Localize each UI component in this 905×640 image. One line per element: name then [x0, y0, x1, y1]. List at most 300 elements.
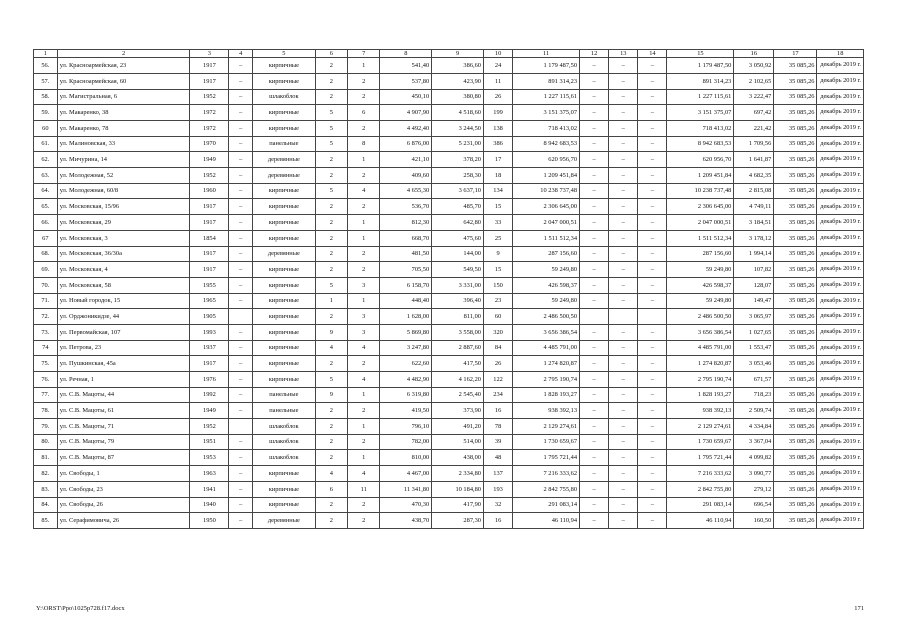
table-cell: ул. С.В. Мацоты, 71: [57, 419, 190, 435]
table-cell: 1950: [190, 513, 229, 529]
table-cell: панельные: [253, 403, 316, 419]
table-cell: 8 942 683,53: [667, 136, 734, 152]
table-cell: декабрь 2019 г.: [817, 168, 864, 184]
table-row: [34, 199, 864, 215]
table-cell: ул. Свободы, 1: [57, 466, 190, 482]
table-cell: –: [609, 324, 638, 340]
table-cell: 2: [315, 450, 347, 466]
table-cell: 2 795 190,74: [513, 372, 580, 388]
table-cell: –: [580, 481, 609, 497]
table-cell: [229, 309, 253, 325]
table-cell: 3 656 386,54: [513, 324, 580, 340]
table-cell: 221,42: [734, 121, 774, 137]
table-cell: 35 085,26: [774, 481, 817, 497]
table-cell: 82.: [34, 466, 58, 482]
table-cell: –: [580, 89, 609, 105]
table-cell: декабрь 2019 г.: [817, 199, 864, 215]
table-row: [34, 356, 864, 372]
table-cell: 2 815,08: [734, 183, 774, 199]
table-cell: 514,00: [432, 434, 484, 450]
table-cell: –: [580, 277, 609, 293]
table-cell: 5: [315, 136, 347, 152]
table-cell: –: [580, 497, 609, 513]
table-cell: –: [580, 324, 609, 340]
table-cell: 60: [484, 309, 513, 325]
table-cell: –: [638, 262, 667, 278]
table-cell: –: [609, 513, 638, 529]
column-header-3: 3: [190, 50, 229, 58]
table-cell: 426 598,37: [667, 277, 734, 293]
table-cell: 5: [315, 277, 347, 293]
table-cell: 4 334,84: [734, 419, 774, 435]
table-cell: 1 027,65: [734, 324, 774, 340]
table-cell: 1952: [190, 419, 229, 435]
table-cell: 1992: [190, 387, 229, 403]
table-row: [34, 168, 864, 184]
table-cell: декабрь 2019 г.: [817, 513, 864, 529]
table-cell: 1 730 659,67: [513, 434, 580, 450]
table-cell: –: [638, 215, 667, 231]
table-row: [34, 340, 864, 356]
table-cell: –: [638, 340, 667, 356]
table-cell: –: [229, 372, 253, 388]
table-cell: –: [580, 434, 609, 450]
table-cell: 5: [315, 183, 347, 199]
table-cell: 35 085,26: [774, 466, 817, 482]
table-cell: –: [580, 356, 609, 372]
table-row: [34, 262, 864, 278]
table-cell: –: [229, 497, 253, 513]
table-cell: –: [638, 89, 667, 105]
table-cell: –: [638, 136, 667, 152]
table-cell: 1 709,56: [734, 136, 774, 152]
table-row: [34, 513, 864, 529]
table-cell: –: [229, 58, 253, 74]
table-cell: кирпичные: [253, 183, 316, 199]
table-cell: 5 231,00: [432, 136, 484, 152]
table-cell: 620 956,70: [667, 152, 734, 168]
table-cell: 1952: [190, 168, 229, 184]
table-cell: 1: [348, 419, 380, 435]
table-cell: 1937: [190, 340, 229, 356]
table-cell: 287 156,60: [513, 246, 580, 262]
table-cell: –: [638, 403, 667, 419]
table-cell: деревянные: [253, 168, 316, 184]
table-cell: 35 085,26: [774, 215, 817, 231]
table-cell: 2: [315, 199, 347, 215]
table-cell: декабрь 2019 г.: [817, 89, 864, 105]
table-cell: кирпичные: [253, 58, 316, 74]
table-cell: –: [229, 387, 253, 403]
table-cell: 63.: [34, 168, 58, 184]
table-cell: 7 216 333,62: [513, 466, 580, 482]
table-cell: 320: [484, 324, 513, 340]
table-cell: кирпичные: [253, 340, 316, 356]
table-row: [34, 215, 864, 231]
table-cell: 144,00: [432, 246, 484, 262]
table-cell: кирпичные: [253, 324, 316, 340]
table-cell: –: [580, 215, 609, 231]
table-cell: –: [229, 262, 253, 278]
table-cell: 378,20: [432, 152, 484, 168]
table-cell: 450,10: [380, 89, 432, 105]
table-cell: деревянные: [253, 513, 316, 529]
table-cell: 69.: [34, 262, 58, 278]
table-cell: 291 083,14: [667, 497, 734, 513]
table-cell: –: [638, 466, 667, 482]
table-cell: декабрь 2019 г.: [817, 324, 864, 340]
table-cell: 84: [484, 340, 513, 356]
table-cell: декабрь 2019 г.: [817, 152, 864, 168]
table-cell: 57.: [34, 73, 58, 89]
table-cell: 62.: [34, 152, 58, 168]
table-cell: кирпичные: [253, 372, 316, 388]
table-cell: 2 047 000,51: [513, 215, 580, 231]
table-cell: 107,82: [734, 262, 774, 278]
table-cell: кирпичные: [253, 309, 316, 325]
table-row: [34, 450, 864, 466]
table-cell: ул. Макаренко, 78: [57, 121, 190, 137]
page-number: 171: [854, 605, 864, 612]
table-cell: 810,00: [380, 450, 432, 466]
table-cell: 1: [348, 230, 380, 246]
table-cell: 485,70: [432, 199, 484, 215]
table-cell: 9: [315, 324, 347, 340]
table-cell: шлакоблок: [253, 89, 316, 105]
table-cell: 1 209 451,84: [667, 168, 734, 184]
table-cell: ул. Свободы, 23: [57, 481, 190, 497]
table-cell: ул. Московская, 29: [57, 215, 190, 231]
table-cell: 3 222,47: [734, 89, 774, 105]
table-cell: 3 331,00: [432, 277, 484, 293]
table-cell: 78: [484, 419, 513, 435]
table-cell: 1972: [190, 121, 229, 137]
table-cell: 18: [484, 168, 513, 184]
table-cell: 470,30: [380, 497, 432, 513]
table-cell: 279,12: [734, 481, 774, 497]
table-cell: 72.: [34, 309, 58, 325]
table-cell: 1917: [190, 356, 229, 372]
table-cell: 1 511 512,34: [667, 230, 734, 246]
table-cell: декабрь 2019 г.: [817, 419, 864, 435]
table-cell: 1917: [190, 215, 229, 231]
table-cell: 61.: [34, 136, 58, 152]
table-cell: 1905: [190, 309, 229, 325]
table-cell: –: [229, 277, 253, 293]
table-cell: 6 158,70: [380, 277, 432, 293]
table-cell: 2 306 645,00: [513, 199, 580, 215]
table-cell: 160,50: [734, 513, 774, 529]
table-cell: 3 178,12: [734, 230, 774, 246]
column-header-14: 14: [638, 50, 667, 58]
table-cell: 71.: [34, 293, 58, 309]
table-cell: шлакоблок: [253, 419, 316, 435]
table-cell: –: [609, 121, 638, 137]
table-cell: ул. Красноармейская, 60: [57, 73, 190, 89]
table-cell: 16: [484, 403, 513, 419]
table-cell: 1: [315, 293, 347, 309]
table-cell: ул. Красноармейская, 23: [57, 58, 190, 74]
table-cell: 891 314,23: [513, 73, 580, 89]
table-cell: –: [638, 372, 667, 388]
table-cell: 620 956,70: [513, 152, 580, 168]
table-cell: 35 085,26: [774, 497, 817, 513]
table-cell: 2: [315, 246, 347, 262]
column-header-1: 1: [34, 50, 58, 58]
table-cell: 2: [315, 419, 347, 435]
table-cell: 718 413,02: [667, 121, 734, 137]
table-cell: 696,54: [734, 497, 774, 513]
table-cell: 4: [348, 340, 380, 356]
table-cell: 83.: [34, 481, 58, 497]
table-cell: 5: [315, 105, 347, 121]
table-cell: ул. С.В. Мацоты, 79: [57, 434, 190, 450]
table-cell: 2: [315, 403, 347, 419]
table-row: [34, 497, 864, 513]
table-cell: 2: [315, 513, 347, 529]
table-cell: 35 085,26: [774, 199, 817, 215]
table-body: [34, 58, 864, 529]
table-cell: 4 492,40: [380, 121, 432, 137]
table-cell: –: [580, 450, 609, 466]
table-cell: 642,80: [432, 215, 484, 231]
table-cell: 35 085,26: [774, 230, 817, 246]
table-cell: 1953: [190, 450, 229, 466]
table-cell: 1963: [190, 466, 229, 482]
column-header-15: 15: [667, 50, 734, 58]
table-cell: ул. Пушкинская, 45а: [57, 356, 190, 372]
table-cell: ул. Речная, 1: [57, 372, 190, 388]
table-cell: кирпичные: [253, 262, 316, 278]
table-cell: [229, 419, 253, 435]
table-cell: –: [638, 497, 667, 513]
table-cell: –: [609, 403, 638, 419]
table-cell: 149,47: [734, 293, 774, 309]
table-cell: 2 129 274,61: [513, 419, 580, 435]
table-cell: декабрь 2019 г.: [817, 121, 864, 137]
table-cell: кирпичные: [253, 497, 316, 513]
table-cell: 35 085,26: [774, 340, 817, 356]
table-cell: –: [580, 293, 609, 309]
table-cell: –: [638, 230, 667, 246]
table-cell: шлакоблок: [253, 434, 316, 450]
table-cell: ул. Московская, 36/30а: [57, 246, 190, 262]
table-row: [34, 403, 864, 419]
footer-file-path: Y:\ORST\Ppo\1025p728.f17.docx: [36, 605, 125, 612]
table-cell: –: [609, 136, 638, 152]
table-cell: 2 795 190,74: [667, 372, 734, 388]
table-cell: –: [229, 293, 253, 309]
table-cell: ул. Орджоникидзе, 44: [57, 309, 190, 325]
table-cell: 537,80: [380, 73, 432, 89]
table-cell: 35 085,26: [774, 372, 817, 388]
table-cell: 2: [348, 89, 380, 105]
table-cell: 35 085,26: [774, 356, 817, 372]
table-cell: 3 151 375,07: [667, 105, 734, 121]
table-cell: 373,90: [432, 403, 484, 419]
table-cell: –: [638, 356, 667, 372]
table-cell: 2: [315, 58, 347, 74]
table-cell: 811,00: [432, 309, 484, 325]
table-cell: 291 083,14: [513, 497, 580, 513]
table-cell: 1970: [190, 136, 229, 152]
table-cell: 35 085,26: [774, 293, 817, 309]
table-cell: –: [580, 262, 609, 278]
table-cell: 1 274 820,87: [667, 356, 734, 372]
table-cell: 2: [348, 497, 380, 513]
table-row: [34, 152, 864, 168]
table-cell: 1 641,87: [734, 152, 774, 168]
table-cell: 536,70: [380, 199, 432, 215]
table-cell: 85.: [34, 513, 58, 529]
table-cell: 1 628,00: [380, 309, 432, 325]
table-cell: –: [229, 340, 253, 356]
table-cell: 1: [348, 293, 380, 309]
table-cell: –: [609, 105, 638, 121]
table-cell: 1955: [190, 277, 229, 293]
table-cell: 1 828 193,27: [667, 387, 734, 403]
table-cell: 26: [484, 89, 513, 105]
table-row: [34, 58, 864, 74]
table-cell: декабрь 2019 г.: [817, 434, 864, 450]
table-cell: 1917: [190, 262, 229, 278]
table-cell: 35 085,26: [774, 450, 817, 466]
table-row: [34, 105, 864, 121]
table-cell: кирпичные: [253, 356, 316, 372]
table-cell: 33: [484, 215, 513, 231]
table-cell: ул. С.В. Мацоты, 44: [57, 387, 190, 403]
table-cell: 481,50: [380, 246, 432, 262]
table-cell: 4 749,11: [734, 199, 774, 215]
table-cell: ул. Свободы, 26: [57, 497, 190, 513]
table-cell: 1854: [190, 230, 229, 246]
table-cell: –: [638, 152, 667, 168]
table-cell: панельные: [253, 136, 316, 152]
table-cell: –: [580, 246, 609, 262]
table-cell: –: [580, 340, 609, 356]
table-cell: –: [580, 199, 609, 215]
table-cell: 3 053,46: [734, 356, 774, 372]
table-cell: 2: [348, 199, 380, 215]
table-cell: ул. Московская, 58: [57, 277, 190, 293]
table-cell: 3 184,51: [734, 215, 774, 231]
table-cell: 35 085,26: [774, 73, 817, 89]
table-cell: 2: [315, 262, 347, 278]
table-cell: декабрь 2019 г.: [817, 136, 864, 152]
table-cell: декабрь 2019 г.: [817, 497, 864, 513]
table-cell: 475,60: [432, 230, 484, 246]
column-header-4: 4: [229, 50, 253, 58]
table-cell: –: [229, 89, 253, 105]
table-cell: 438,00: [432, 450, 484, 466]
table-cell: 2 887,60: [432, 340, 484, 356]
table-cell: 3: [348, 324, 380, 340]
table-cell: декабрь 2019 г.: [817, 215, 864, 231]
table-cell: 4 485 791,00: [667, 340, 734, 356]
table-cell: 2 842 755,80: [667, 481, 734, 497]
table-cell: 66.: [34, 215, 58, 231]
table-cell: 448,40: [380, 293, 432, 309]
table-cell: 423,90: [432, 73, 484, 89]
table-cell: 68.: [34, 246, 58, 262]
table-cell: –: [609, 293, 638, 309]
table-cell: кирпичные: [253, 277, 316, 293]
table-cell: –: [638, 513, 667, 529]
table-cell: –: [229, 450, 253, 466]
table-cell: –: [580, 372, 609, 388]
table-cell: 2: [315, 73, 347, 89]
table-cell: 2: [348, 73, 380, 89]
table-cell: 73.: [34, 324, 58, 340]
table-cell: –: [229, 199, 253, 215]
table-cell: 23: [484, 293, 513, 309]
table-cell: –: [580, 183, 609, 199]
table-cell: 1 511 512,34: [513, 230, 580, 246]
table-cell: 5 869,80: [380, 324, 432, 340]
table-cell: 35 085,26: [774, 121, 817, 137]
table-row: [34, 136, 864, 152]
table-cell: –: [638, 58, 667, 74]
table-cell: 10 184,80: [432, 481, 484, 497]
table-cell: –: [580, 387, 609, 403]
table-cell: 549,50: [432, 262, 484, 278]
table-cell: ул. Московская, 3: [57, 230, 190, 246]
table-cell: 17: [484, 152, 513, 168]
table-cell: 16: [484, 513, 513, 529]
table-cell: 2: [348, 262, 380, 278]
table-cell: 438,70: [380, 513, 432, 529]
table-cell: –: [609, 183, 638, 199]
table-cell: 80.: [34, 434, 58, 450]
table-cell: декабрь 2019 г.: [817, 340, 864, 356]
table-cell: 4 485 791,00: [513, 340, 580, 356]
column-header-18: 18: [817, 50, 864, 58]
table-cell: 1 274 820,87: [513, 356, 580, 372]
table-cell: 1976: [190, 372, 229, 388]
table-cell: 26: [484, 356, 513, 372]
table-cell: 386,60: [432, 58, 484, 74]
table-cell: 1952: [190, 89, 229, 105]
table-cell: 2: [348, 121, 380, 137]
table-row: [34, 419, 864, 435]
table-cell: 2: [315, 309, 347, 325]
table-cell: декабрь 2019 г.: [817, 372, 864, 388]
table-cell: 58.: [34, 89, 58, 105]
column-header-10: 10: [484, 50, 513, 58]
table-cell: 1: [348, 152, 380, 168]
table-cell: 1: [348, 387, 380, 403]
table-cell: 4: [315, 340, 347, 356]
table-cell: кирпичные: [253, 121, 316, 137]
table-cell: –: [609, 215, 638, 231]
table-cell: –: [580, 403, 609, 419]
table-cell: 812,30: [380, 215, 432, 231]
table-cell: –: [580, 230, 609, 246]
table-cell: декабрь 2019 г.: [817, 262, 864, 278]
table-cell: 380,80: [432, 89, 484, 105]
table-cell: 46 110,94: [513, 513, 580, 529]
table-cell: 2: [348, 168, 380, 184]
table-cell: 2 509,74: [734, 403, 774, 419]
table-cell: 35 085,26: [774, 89, 817, 105]
table-cell: 782,00: [380, 434, 432, 450]
table-cell: 1 795 721,44: [667, 450, 734, 466]
table-cell: –: [609, 152, 638, 168]
table-cell: 6 876,00: [380, 136, 432, 152]
table-cell: 4 162,20: [432, 372, 484, 388]
table-row: [34, 73, 864, 89]
table-cell: –: [229, 356, 253, 372]
